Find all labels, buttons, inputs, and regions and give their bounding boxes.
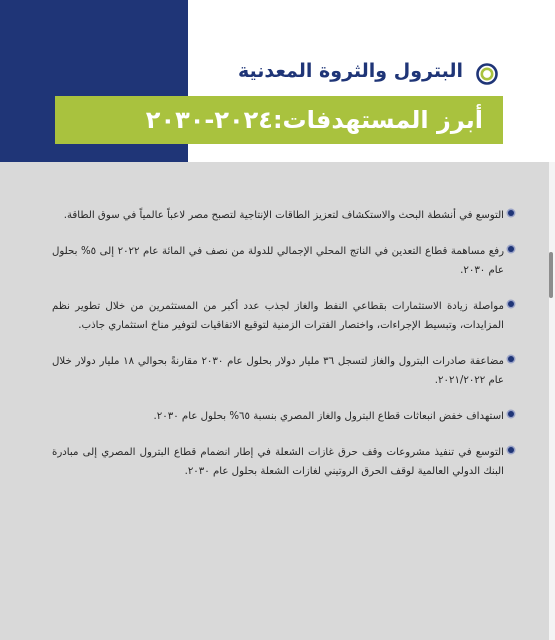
- bullet-icon: [508, 301, 514, 307]
- list-item-text: رفع مساهمة قطاع التعدين في الناتج المحلي الإجمالي للدولة من نصف في المائة عام ٢٠٢٢ إلى ٥% بحلول عام ٢٠٣٠.: [52, 246, 505, 276]
- list-item: [52, 352, 504, 390]
- ring-icon: [475, 62, 499, 86]
- list-item-text: استهداف خفض انبعاثات قطاع البترول والغاز المصري بنسبة ٦٥% بحلول عام ٢٠٣٠.: [153, 411, 504, 422]
- list-item: [52, 242, 504, 280]
- page-header-area: [0, 0, 555, 162]
- targets-list: [52, 206, 504, 498]
- scrollbar-thumb[interactable]: [549, 252, 553, 298]
- list-item: [52, 206, 504, 225]
- list-item-text: مضاعفة صادرات البترول والغاز لتسجل ٣٦ مليار دولار بحلول عام ٢٠٣٠ مقارنةً بحوالي ١٨ مليار دولار خلال عام ٢٠٢١/٢٠٢٢.: [52, 356, 505, 386]
- list-item-text: التوسع في تنفيذ مشروعات وقف حرق غازات الشعلة في إطار انضمام قطاع البترول المصري إلى مبادرة البنك الدولي العالمية لوقف الحرق الروتيني لغازات الشعلة بحلول عام ٢٠٣٠.: [52, 447, 504, 477]
- bullet-icon: [508, 356, 514, 362]
- bullet-icon: [508, 246, 514, 252]
- list-item-text: مواصلة زيادة الاستثمارات بقطاعي النفط والغاز لجذب عدد أكبر من المستثمرين من خلال تطوير نظم المزايدات، وتبسيط الإجراءات، واختصار الفترات الزمنية لتوقيع الاتفاقيات لتوفير مناخ استثماري جاذب.: [52, 301, 504, 331]
- list-item: [52, 297, 504, 335]
- section-title: البترول والثروة المعدنية: [237, 60, 463, 82]
- list-item: [52, 443, 504, 481]
- bullet-icon: [508, 210, 514, 216]
- bullet-icon: [508, 447, 514, 453]
- headline-banner: [55, 96, 503, 144]
- headline: أبرز المستهدفات:٢٠٢٤-٢٠٣٠: [145, 106, 483, 134]
- bullet-icon: [508, 411, 514, 417]
- list-item: [52, 407, 504, 426]
- list-item-text: التوسع في أنشطة البحث والاستكشاف لتعزيز الطاقات الإنتاجية لتصبح مصر لاعباً عالمياً في سوق الطاقة.: [63, 210, 504, 221]
